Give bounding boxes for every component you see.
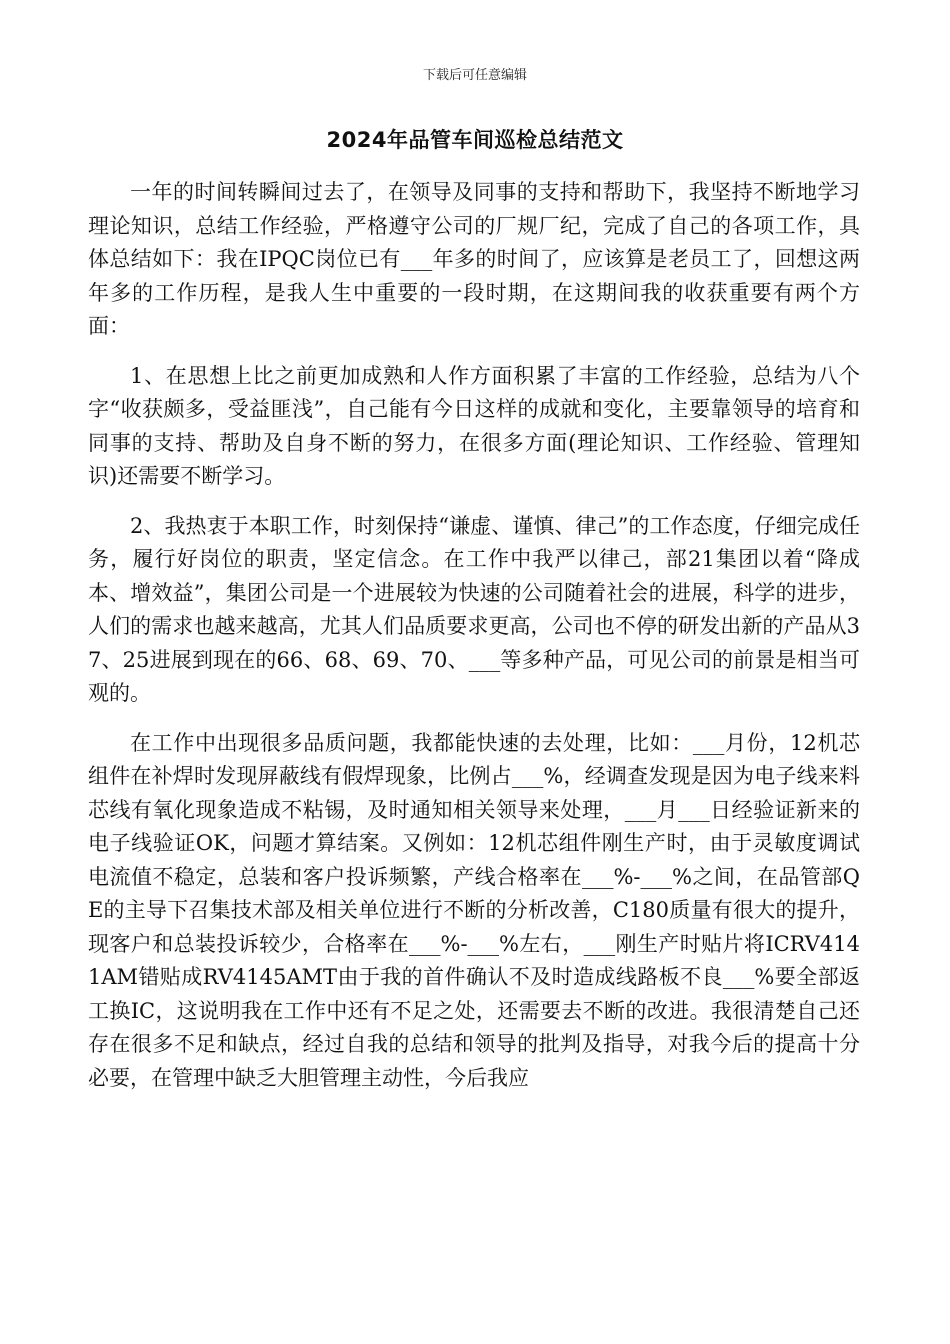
paragraph-point-1: 1、在思想上比之前更加成熟和人作方面积累了丰富的工作经验，总结为八个字“收获颇多，受益匪浅”，自己能有今日这样的成就和变化，主要靠领导的培育和同事的支持、帮助及自身不断的努力，在很多方面(理论知识、工作经验、管理知识)还需要不断学习。	[88, 363, 860, 488]
paragraph-point-2: 2、我热衷于本职工作，时刻保持“谦虚、谨慎、律己”的工作态度，仔细完成任务，履行好岗位的职责，坚定信念。在工作中我严以律己，部21集团以着“降成本、增效益”，集团公司是一个进展较为快速的公司随着社会的进展，科学的进步，人们的需求也越来越高，尤其人们品质要求更高，公司也不停的研发出新的产品从37、25进展到现在的66、68、69、70、___等多种产品，可见公司的前景是相当可观的。	[88, 513, 860, 705]
document-body	[88, 176, 860, 1111]
paragraph-intro: 一年的时间转瞬间过去了，在领导及同事的支持和帮助下，我坚持不断地学习理论知识，总结工作经验，严格遵守公司的厂规厂纪，完成了自己的各项工作，具体总结如下：我在IPQC岗位已有___年多的时间了，应该算是老员工了，回想这两年多的工作历程，是我人生中重要的一段时期，在这期间我的收获重要有两个方面：	[88, 180, 860, 338]
header-note: 下载后可任意编辑	[422, 68, 527, 83]
page-title: 2024年品管车间巡检总结范文	[326, 128, 624, 152]
paragraph-quality-issues: 在工作中出现很多品质问题，我都能快速的去处理，比如：___月份，12机芯组件在补焊时发现屏蔽线有假焊现象，比例占___%，经调查发现是因为电子线来料芯线有氧化现象造成不粘锡，及时通知相关领导来处理，___月___日经验证新来的电子线验证OK，问题才算结案。又例如：12机芯组件刚生产时，由于灵敏度调试电流值不稳定，总装和客户投诉频繁，产线合格率在___%-___%之间，在品管部QE的主导下召集技术部及相关单位进行不断的分析改善，C180质量有很大的提升，现客户和总装投诉较少，合格率在___%-___%左右，___刚生产时贴片将ICRV4141AM错贴成RV4145AMT由于我的首件确认不及时造成线路板不良___%要全部返工换IC，这说明我在工作中还有不足之处，还需要去不断的改进。我很清楚自己还存在很多不足和缺点，经过自我的总结和领导的批判及指导，对我今后的提高十分必要，在管理中缺乏大胆管理主动性，今后我应	[88, 730, 860, 1090]
